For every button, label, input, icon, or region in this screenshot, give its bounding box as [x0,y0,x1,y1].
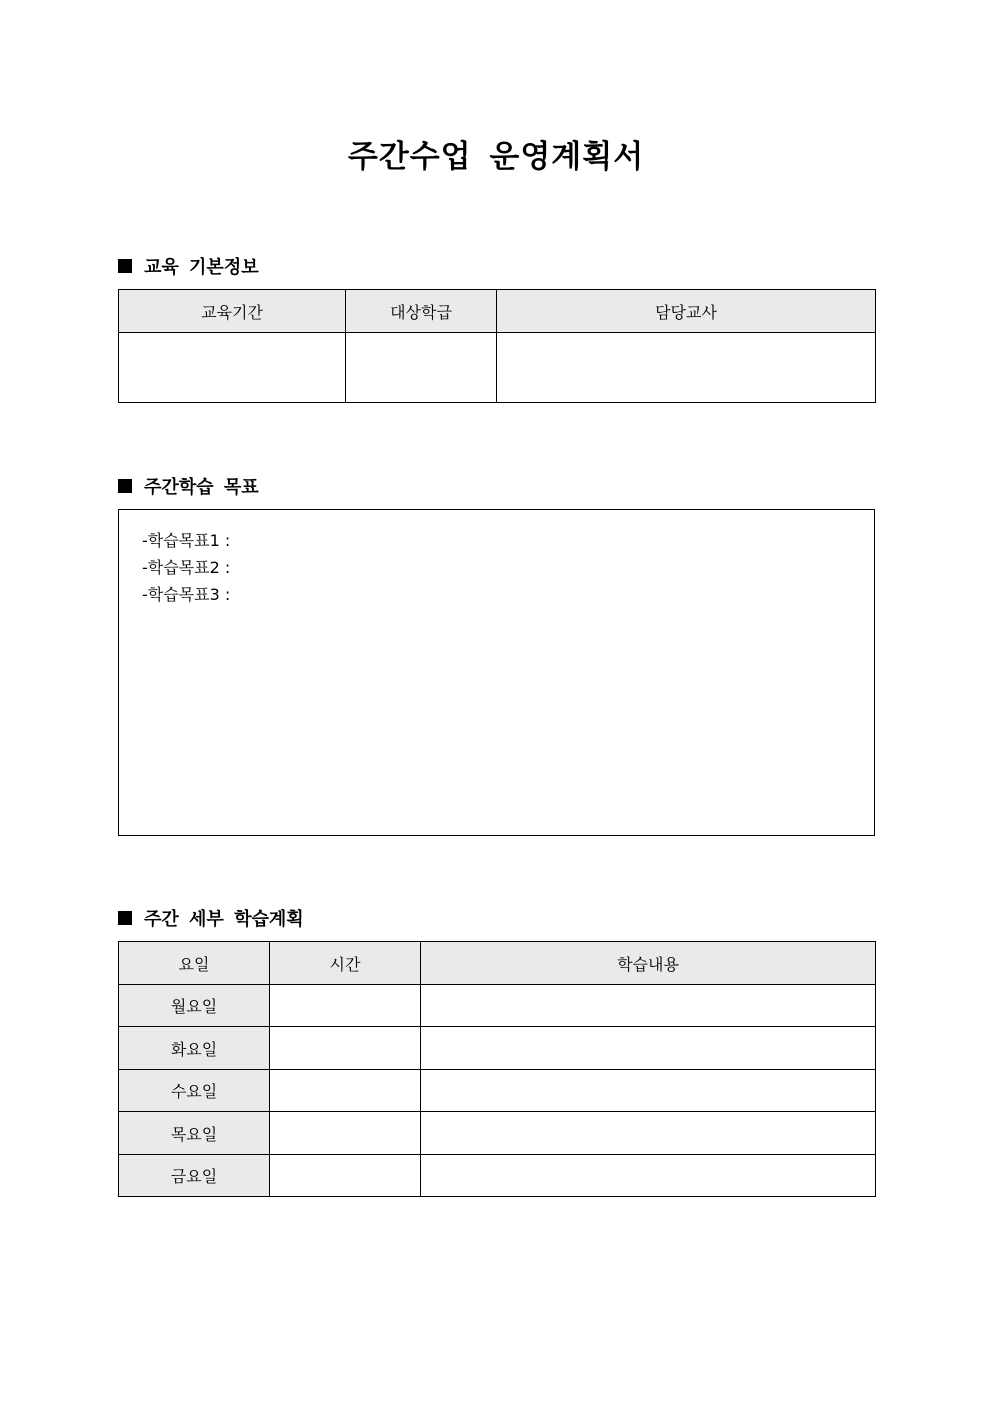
header-day: 요일 [119,942,270,985]
table-row [119,1112,876,1155]
goal-list [142,527,230,608]
section-heading-label: 주간학습 목표 [144,477,259,498]
table-row [119,985,876,1027]
time-field[interactable] [270,985,421,1027]
header-time: 시간 [270,942,421,985]
page-title: 주간수업 운영계획서 [347,139,645,175]
time-field[interactable] [270,1155,421,1197]
goal-item-1: -학습목표1 : [142,531,231,550]
table-row [119,1027,876,1070]
header-education-period: 교육기간 [119,290,346,333]
target-class-field[interactable] [346,333,497,403]
time-field[interactable] [270,1112,421,1155]
day-label: 월요일 [119,985,270,1027]
section-heading-basic-info [118,253,259,279]
black-square-icon [118,479,132,493]
day-label: 금요일 [119,1155,270,1197]
black-square-icon [118,259,132,273]
content-field[interactable] [421,1112,876,1155]
weekly-goals-box[interactable] [118,509,875,836]
content-field[interactable] [421,985,876,1027]
goal-item-3: -학습목표3 : [142,585,231,604]
basic-info-table [118,289,876,403]
weekly-plan-table [118,941,876,1197]
goal-item-2: -학습목표2 : [142,558,231,577]
header-target-class: 대상학급 [346,290,497,333]
content-field[interactable] [421,1155,876,1197]
header-content: 학습내용 [421,942,876,985]
day-label: 화요일 [119,1027,270,1070]
content-field[interactable] [421,1027,876,1070]
header-teacher: 담당교사 [497,290,876,333]
content-field[interactable] [421,1070,876,1112]
day-label: 목요일 [119,1112,270,1155]
table-row [119,1155,876,1197]
day-label: 수요일 [119,1070,270,1112]
table-row [119,1070,876,1112]
section-heading-label: 교육 기본정보 [144,257,259,278]
section-heading-weekly-goals [118,473,259,499]
education-period-field[interactable] [119,333,346,403]
time-field[interactable] [270,1070,421,1112]
section-heading-label: 주간 세부 학습계획 [144,909,304,930]
section-heading-weekly-plan [118,905,304,931]
time-field[interactable] [270,1027,421,1070]
teacher-field[interactable] [497,333,876,403]
black-square-icon [118,911,132,925]
